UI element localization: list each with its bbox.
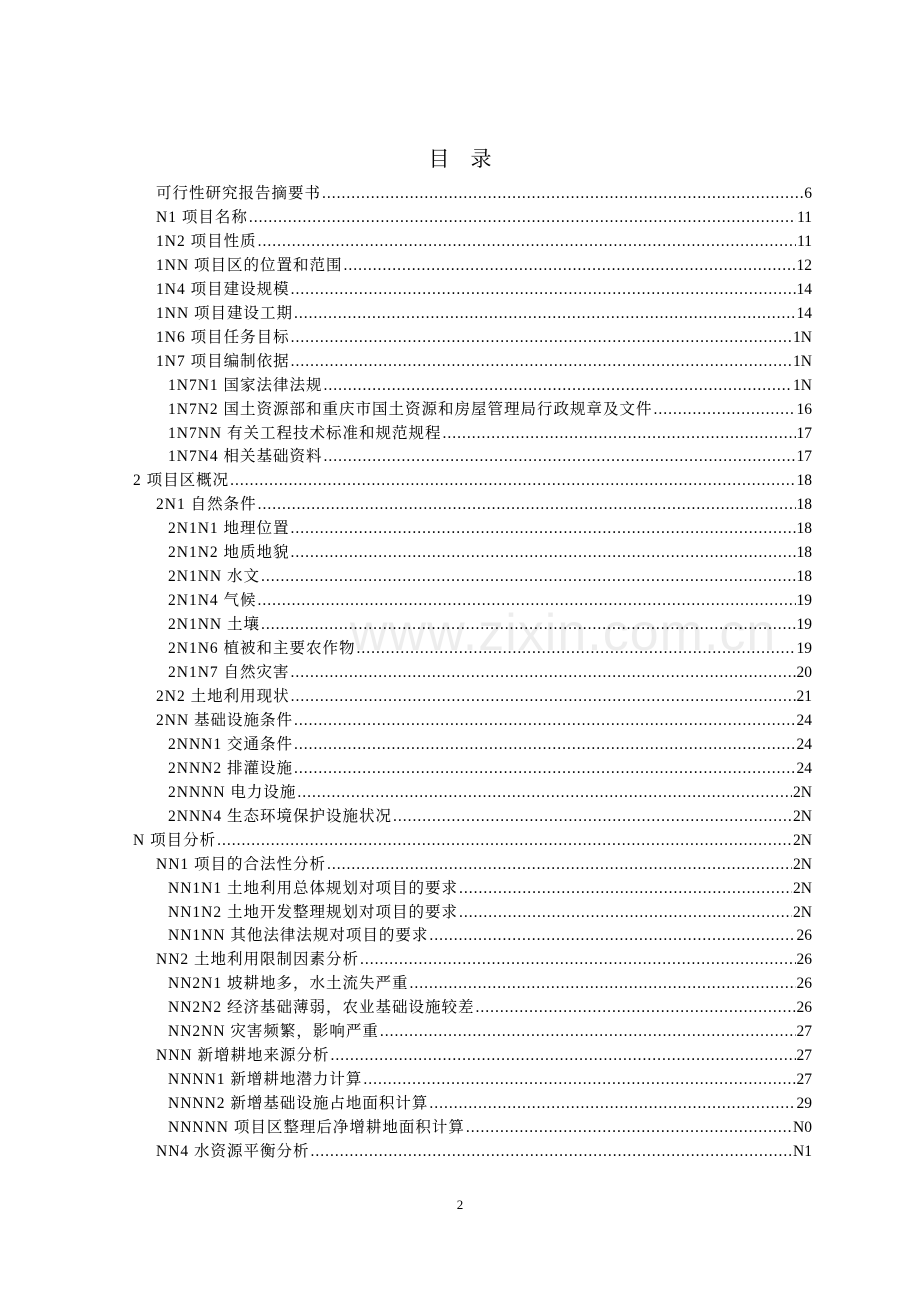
toc-entry-page: 21 xyxy=(796,687,812,705)
toc-entry-page: 26 xyxy=(796,951,812,969)
toc-entry-label: NNNN1 新增耕地潜力计算 xyxy=(168,1071,363,1089)
toc-entry-label: 2N1N2 地质地貌 xyxy=(168,544,290,562)
toc-entry-label: NN2N1 坡耕地多，水土流失严重 xyxy=(168,975,409,993)
toc-entry[interactable] xyxy=(156,1044,812,1068)
toc-dot-leader xyxy=(324,374,793,398)
toc-dot-leader xyxy=(261,613,796,637)
toc-dot-leader xyxy=(344,254,796,278)
toc-dot-leader xyxy=(654,398,796,422)
toc-dot-leader xyxy=(330,1044,795,1068)
toc-entry-label: 2N2 土地利用现状 xyxy=(156,687,290,705)
toc-entry[interactable] xyxy=(168,613,812,637)
toc-entry-page: 2N xyxy=(793,783,812,801)
toc-entry-label: 2NN 基础设施条件 xyxy=(156,711,294,729)
toc-entry[interactable] xyxy=(156,493,812,517)
toc-entry-label: 1N7 项目编制依据 xyxy=(156,352,290,370)
toc-dot-leader xyxy=(258,589,796,613)
toc-entry-label: 1NN 项目区的位置和范围 xyxy=(156,256,343,274)
toc-entry-label: 2NNN2 排灌设施 xyxy=(168,759,293,777)
toc-entry-label: 2N1N6 植被和主要农作物 xyxy=(168,640,356,658)
toc-entry-page: 17 xyxy=(796,424,812,442)
toc-entry-page: 17 xyxy=(796,448,812,466)
toc-entry-page: 24 xyxy=(796,711,812,729)
toc-entry-page: 26 xyxy=(796,927,812,945)
toc-entry-label: 1N4 项目建设规模 xyxy=(156,280,290,298)
toc-dot-leader xyxy=(291,326,792,350)
toc-entry-page: 18 xyxy=(796,496,812,514)
toc-entry-label: 2N1 自然条件 xyxy=(156,496,257,514)
toc-entry[interactable] xyxy=(156,182,812,206)
toc-entry-label: 2N1NN 土壤 xyxy=(168,616,260,634)
toc-entry[interactable] xyxy=(156,350,812,374)
toc-entry-page: 18 xyxy=(796,472,812,490)
toc-dot-leader xyxy=(297,781,792,805)
toc-entry-label: 可行性研究报告摘要书 xyxy=(156,185,322,202)
toc-entry-label: 1N6 项目任务目标 xyxy=(156,328,290,346)
toc-dot-leader xyxy=(429,924,795,948)
toc-entry-label: NN2 土地利用限制因素分析 xyxy=(156,951,360,969)
toc-dot-leader xyxy=(258,230,796,254)
toc-entry-page: 19 xyxy=(796,592,812,610)
toc-entry[interactable] xyxy=(168,1092,812,1116)
toc-entry[interactable] xyxy=(156,254,812,278)
toc-dot-leader xyxy=(429,1092,795,1116)
toc-entry-page: 14 xyxy=(796,304,812,322)
toc-entry-page: 14 xyxy=(796,280,812,298)
toc-entry-page: 27 xyxy=(796,1071,812,1089)
toc-dot-leader xyxy=(291,541,796,565)
toc-entry-page: 16 xyxy=(796,400,812,418)
toc-dot-leader xyxy=(294,709,795,733)
toc-dot-leader xyxy=(291,517,796,541)
toc-dot-leader xyxy=(294,757,796,781)
toc-entry-label: 1N2 项目性质 xyxy=(156,232,257,250)
toc-entry-label: NNNNN 项目区整理后净增耕地面积计算 xyxy=(168,1119,465,1137)
toc-entry[interactable] xyxy=(168,374,812,398)
toc-entry-page: 12 xyxy=(796,256,812,274)
toc-entry-label: NNNN2 新增基础设施占地面积计算 xyxy=(168,1095,429,1113)
toc-dot-leader xyxy=(230,469,795,493)
page-title: 目 录 xyxy=(428,147,492,171)
toc-entry[interactable] xyxy=(156,709,812,733)
toc-dot-leader xyxy=(217,829,792,853)
toc-entry-page: 26 xyxy=(796,999,812,1017)
toc-entry-label: NN2NN 灾害频繁，影响严重 xyxy=(168,1023,379,1041)
toc-dot-leader xyxy=(261,565,796,589)
toc-entry-label: 1N7N1 国家法律法规 xyxy=(168,376,323,394)
toc-entry-page: 29 xyxy=(796,1095,812,1113)
toc-entry[interactable] xyxy=(168,589,812,613)
toc-entry-label: NN2N2 经济基础薄弱，农业基础设施较差 xyxy=(168,999,475,1017)
toc-entry-page: 2N xyxy=(793,879,812,897)
toc-entry-label: 2N1N1 地理位置 xyxy=(168,520,290,538)
toc-entry[interactable] xyxy=(168,517,812,541)
toc-entry-label: NN1N2 土地开发整理规划对项目的要求 xyxy=(168,903,458,921)
toc-dot-leader xyxy=(291,661,796,685)
toc-entry[interactable] xyxy=(133,469,812,493)
toc-dot-leader xyxy=(409,972,795,996)
toc-entry[interactable] xyxy=(168,805,812,829)
toc-entry-page: 26 xyxy=(796,975,812,993)
toc-entry[interactable] xyxy=(156,1140,812,1164)
toc-dot-leader xyxy=(357,637,796,661)
toc-entry-page: 18 xyxy=(796,520,812,538)
toc-dot-leader xyxy=(291,350,792,374)
page-number: 2 xyxy=(456,1197,464,1212)
toc-entry[interactable] xyxy=(168,757,812,781)
toc-entry-label: 2N1N7 自然灾害 xyxy=(168,664,290,681)
toc-dot-leader xyxy=(459,901,792,925)
toc-entry-page: 20 xyxy=(796,664,812,681)
toc-entry-page: 2N xyxy=(793,903,812,921)
toc-entry-page: 6 xyxy=(804,185,812,202)
toc-entry-label: 1N7NN 有关工程技术标准和规范规程 xyxy=(168,424,442,442)
toc-dot-leader xyxy=(363,1068,795,1092)
toc-entry-page: 2N xyxy=(793,831,812,849)
toc-entry-page: 19 xyxy=(796,640,812,658)
toc-entry[interactable] xyxy=(156,230,812,254)
toc-entry[interactable] xyxy=(168,996,812,1020)
toc-entry[interactable] xyxy=(168,924,812,948)
toc-entry-label: 1NN 项目建设工期 xyxy=(156,304,294,322)
toc-entry-label: 2NNN1 交通条件 xyxy=(168,735,293,753)
toc-entry-page: N0 xyxy=(793,1119,812,1137)
toc-entry-label: NN4 水资源平衡分析 xyxy=(156,1143,310,1160)
toc-entry[interactable] xyxy=(168,637,812,661)
toc-dot-leader xyxy=(442,422,795,446)
toc-entry[interactable] xyxy=(156,948,812,972)
toc-entry-label: NNN 新增耕地来源分析 xyxy=(156,1047,330,1065)
toc-entry-page: 27 xyxy=(796,1047,812,1065)
toc-entry-page: N1 xyxy=(793,1143,812,1160)
toc-entry[interactable] xyxy=(156,302,812,326)
toc-entry-page: 2N xyxy=(793,855,812,873)
toc-entry-page: 1N xyxy=(793,376,812,394)
toc-entry[interactable] xyxy=(168,1020,812,1044)
toc-dot-leader xyxy=(459,877,792,901)
toc-entry[interactable] xyxy=(168,565,812,589)
toc-dot-leader xyxy=(466,1116,792,1140)
toc-entry[interactable] xyxy=(168,445,812,469)
toc-entry-label: 1N7N2 国土资源部和重庆市国土资源和房屋管理局行政规章及文件 xyxy=(168,400,653,418)
toc-entry-label: NN1 项目的合法性分析 xyxy=(156,855,327,873)
toc-entry-label: NN1NN 其他法律法规对项目的要求 xyxy=(168,927,429,945)
toc-dot-leader xyxy=(249,206,796,230)
toc-dot-leader xyxy=(324,445,796,469)
toc-entry[interactable] xyxy=(168,422,812,446)
toc-entry-page: 27 xyxy=(796,1023,812,1041)
toc-dot-leader xyxy=(291,685,796,709)
toc-entry-label: 2N1N4 气候 xyxy=(168,592,257,610)
toc-entry-page: 24 xyxy=(796,759,812,777)
toc-entry[interactable] xyxy=(168,781,812,805)
toc-dot-leader xyxy=(393,805,792,829)
toc-entry-label: 2N1NN 水文 xyxy=(168,568,260,586)
toc-entry[interactable] xyxy=(168,661,812,685)
toc-entry[interactable] xyxy=(133,829,812,853)
toc-entry[interactable] xyxy=(156,326,812,350)
toc-dot-leader xyxy=(291,278,796,302)
toc-entry[interactable] xyxy=(168,901,812,925)
toc-dot-leader xyxy=(294,302,795,326)
toc-entry-page: 2N xyxy=(793,807,812,825)
toc-entry-label: N 项目分析 xyxy=(133,831,217,849)
toc-entry-label: 2NNN4 生态环境保护设施状况 xyxy=(168,807,392,825)
toc-entry[interactable] xyxy=(168,733,812,757)
toc-entry-page: 19 xyxy=(796,616,812,634)
toc-dot-leader xyxy=(294,733,796,757)
toc-dot-leader xyxy=(327,853,792,877)
toc-dot-leader xyxy=(380,1020,796,1044)
toc-entry[interactable] xyxy=(156,206,812,230)
toc-entry-page: 1N xyxy=(793,352,812,370)
toc-entry-label: NN1N1 土地利用总体规划对项目的要求 xyxy=(168,879,458,897)
toc-entry[interactable] xyxy=(168,398,812,422)
toc-entry-page: 24 xyxy=(796,735,812,753)
toc-entry-page: 11 xyxy=(797,208,812,226)
toc-entry[interactable] xyxy=(168,541,812,565)
toc-entry-label: 2NNNN 电力设施 xyxy=(168,783,297,801)
toc-dot-leader xyxy=(311,1140,793,1164)
toc-entry[interactable] xyxy=(156,685,812,709)
toc-entry[interactable] xyxy=(168,1068,812,1092)
toc-entry[interactable] xyxy=(168,1116,812,1140)
toc-dot-leader xyxy=(475,996,795,1020)
toc-entry-label: 1N7N4 相关基础资料 xyxy=(168,448,323,466)
watermark: www.zixin.com.cn xyxy=(350,604,777,662)
toc-entry-label: 2 项目区概况 xyxy=(133,472,230,490)
toc-entry-page: 1N xyxy=(793,328,812,346)
toc-entry-page: 11 xyxy=(797,232,812,250)
toc-entry-page: 18 xyxy=(796,568,812,586)
toc-dot-leader xyxy=(322,182,803,206)
toc-entry-page: 18 xyxy=(796,544,812,562)
toc-dot-leader xyxy=(360,948,795,972)
toc-entry[interactable] xyxy=(156,278,812,302)
toc-entry-label: N1 项目名称 xyxy=(156,208,248,226)
toc-entry[interactable] xyxy=(168,972,812,996)
toc-entry[interactable] xyxy=(168,877,812,901)
toc-dot-leader xyxy=(258,493,796,517)
toc-entry[interactable] xyxy=(156,853,812,877)
